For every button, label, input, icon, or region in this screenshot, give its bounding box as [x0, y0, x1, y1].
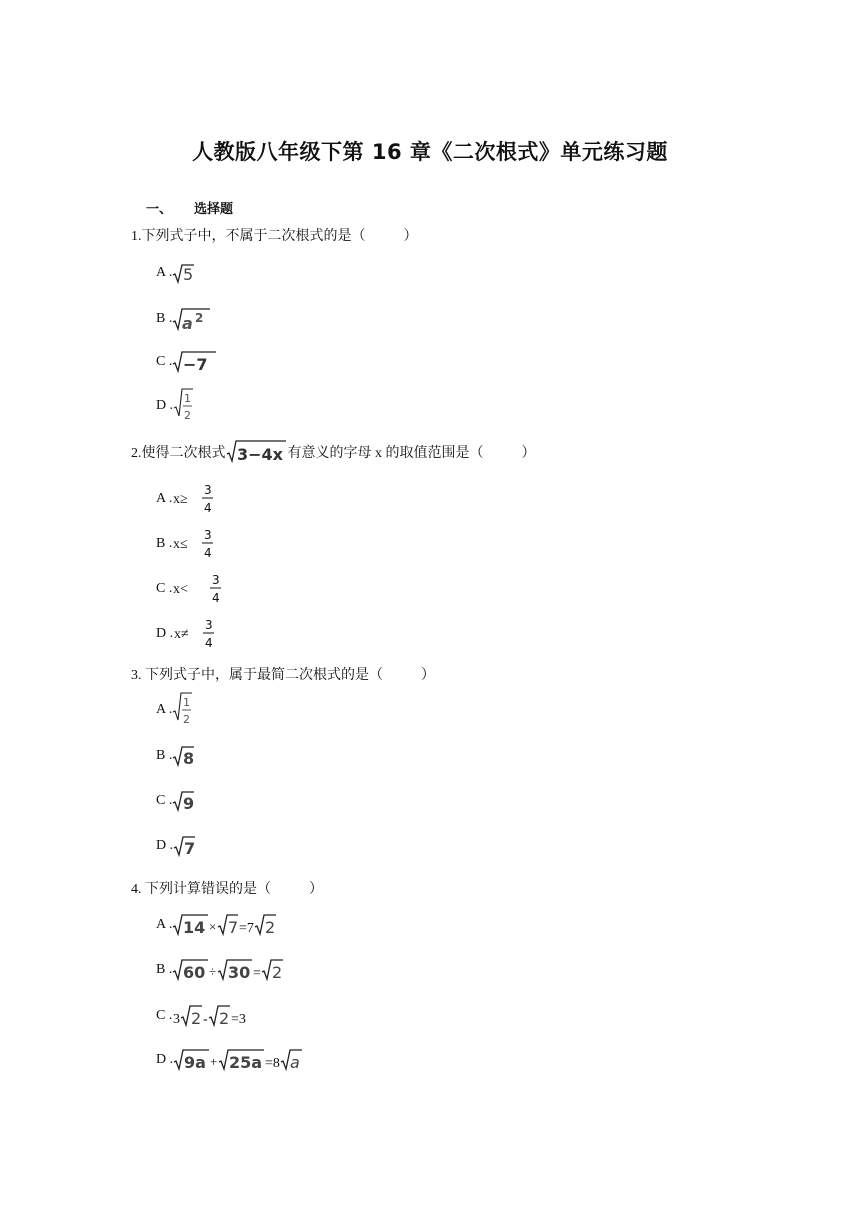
option-label: B .: [156, 536, 173, 551]
option-2b: [156, 527, 214, 561]
option-4c: [156, 1003, 262, 1029]
option-label: D .: [156, 838, 174, 853]
svg-text:1: 1: [184, 392, 192, 405]
question-close-paren: ）: [403, 229, 418, 244]
svg-text:2: 2: [183, 713, 191, 726]
svg-text:+: +: [210, 1054, 218, 1069]
math-expression: [173, 1047, 313, 1073]
option-3a: [156, 690, 198, 730]
question-close-paren: ）: [309, 882, 323, 897]
svg-text:9a: 9a: [184, 1053, 207, 1072]
svg-text:3: 3: [205, 618, 213, 632]
section-name: 选择题: [194, 202, 234, 217]
option-label: C .: [156, 1008, 173, 1023]
svg-text:8: 8: [183, 749, 195, 768]
math-expression: [172, 912, 290, 938]
option-4a: [156, 912, 290, 938]
option-3c: [156, 789, 202, 813]
option-label: A .: [156, 702, 173, 717]
math-expression: [172, 1003, 262, 1029]
svg-text:25a: 25a: [229, 1053, 263, 1072]
option-label: B .: [156, 311, 173, 326]
svg-text:7: 7: [228, 918, 239, 937]
svg-text:×: ×: [209, 919, 217, 934]
question-text: 3. 下列式子中，属于最简二次根式的是（: [131, 668, 383, 683]
option-label: B .: [156, 748, 173, 763]
svg-text:3: 3: [173, 1012, 181, 1027]
svg-text:5: 5: [183, 265, 194, 284]
svg-text:2: 2: [219, 1009, 230, 1028]
section-number: 一、: [146, 202, 173, 217]
math-expression: [172, 304, 212, 334]
question-close-paren: ）: [421, 668, 435, 683]
option-3d: [156, 834, 203, 858]
option-2d: [156, 617, 215, 651]
svg-text:7: 7: [184, 839, 196, 858]
svg-text:=: =: [253, 966, 262, 981]
svg-text:3: 3: [204, 528, 212, 542]
svg-text:a: a: [290, 1053, 300, 1072]
svg-text:x≤: x≤: [173, 537, 189, 552]
svg-text:−7: −7: [183, 355, 208, 374]
math-expression: [172, 261, 202, 285]
option-label: C .: [156, 354, 173, 369]
option-label: C .: [156, 581, 173, 596]
option-3b: [156, 744, 202, 768]
math-expression: [173, 617, 215, 651]
svg-text:=3: =3: [231, 1012, 247, 1027]
option-4b: [156, 957, 290, 983]
option-label: C .: [156, 793, 173, 808]
math-expression: [172, 744, 202, 768]
section-heading: [146, 198, 233, 217]
math-expression: [172, 527, 214, 561]
math-expression: [172, 957, 290, 983]
option-label: D .: [156, 626, 174, 641]
option-2a: [156, 482, 214, 516]
svg-text:4: 4: [204, 546, 212, 560]
option-2c: [156, 572, 222, 606]
math-expression: [172, 690, 198, 730]
svg-text:60: 60: [183, 963, 206, 982]
svg-text:2: 2: [272, 963, 283, 982]
svg-text:3: 3: [204, 483, 212, 497]
option-label: D .: [156, 1052, 174, 1067]
math-expression: [172, 572, 222, 606]
option-label: A .: [156, 917, 173, 932]
svg-text:x≥: x≥: [173, 492, 189, 507]
svg-text:4: 4: [205, 636, 213, 650]
option-label: D .: [156, 398, 174, 413]
question-text: 4. 下列计算错误的是（: [131, 882, 271, 897]
svg-text:9: 9: [183, 794, 195, 813]
math-expression: [172, 789, 202, 813]
svg-text:x≠: x≠: [174, 627, 189, 642]
svg-text:3−4x: 3−4x: [236, 445, 283, 464]
option-label: A .: [156, 265, 173, 280]
svg-text:2: 2: [191, 1009, 202, 1028]
svg-text:=7: =7: [239, 921, 255, 936]
question-4: [131, 878, 323, 898]
svg-text:x<: x<: [173, 582, 189, 597]
svg-text:4: 4: [204, 501, 212, 515]
svg-text:1: 1: [183, 696, 191, 709]
math-expression: [173, 834, 203, 858]
option-1a: [156, 261, 202, 285]
question-3: [131, 664, 435, 684]
svg-text:-: -: [203, 1012, 209, 1027]
option-label: A .: [156, 491, 173, 506]
math-expression: [172, 482, 214, 516]
question-text-before: 2.使得二次根式: [131, 446, 226, 461]
option-1d: [156, 386, 199, 426]
svg-text:3: 3: [212, 573, 220, 587]
svg-text:30: 30: [228, 963, 251, 982]
question-close-paren: ）: [521, 446, 536, 461]
svg-text:4: 4: [212, 591, 220, 605]
question-text-after: 有意义的字母 x 的取值范围是（: [287, 446, 484, 461]
math-expression: [173, 386, 199, 426]
svg-text:a: a: [182, 314, 194, 333]
question-2: [131, 438, 536, 466]
svg-text:÷: ÷: [209, 964, 217, 979]
svg-text:14: 14: [183, 918, 206, 937]
math-expression: [172, 349, 218, 375]
svg-text:2: 2: [195, 311, 204, 325]
svg-text:2: 2: [184, 409, 192, 422]
option-label: B .: [156, 962, 173, 977]
svg-text:=8: =8: [265, 1056, 281, 1071]
question-1: [131, 225, 418, 245]
option-4d: [156, 1047, 313, 1073]
svg-text:2: 2: [265, 918, 276, 937]
question-text: 1.下列式子中，不属于二次根式的是（: [131, 229, 366, 244]
document-title: 人教版八年级下第 16 章《二次根式》单元练习题: [192, 140, 668, 164]
math-expression: [226, 438, 288, 466]
option-1c: [156, 349, 218, 375]
option-1b: [156, 304, 212, 334]
